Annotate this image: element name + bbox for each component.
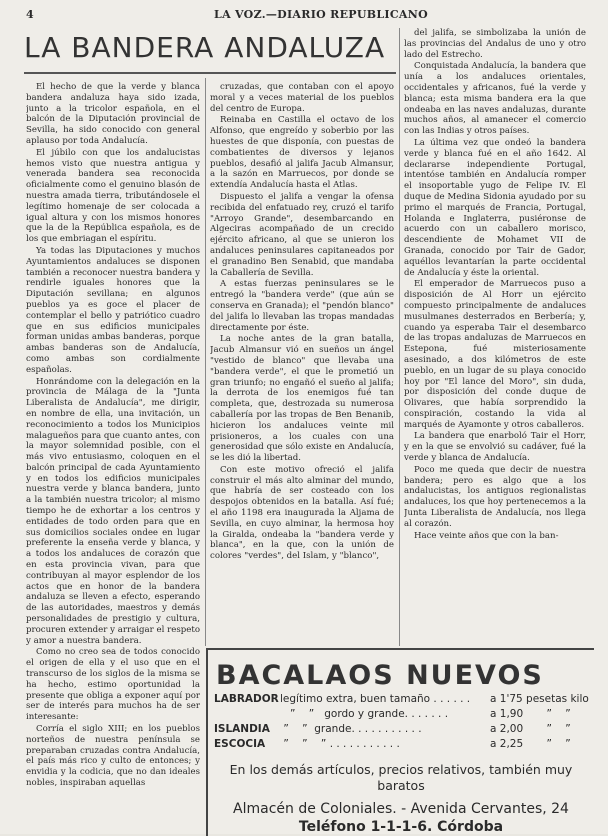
- title-rule: [24, 72, 396, 74]
- product-name: LABRADOR: [214, 693, 279, 705]
- article-column-2: [210, 82, 394, 646]
- masthead: LA VOZ.—DIARIO REPUBLICANO: [214, 7, 428, 21]
- paragraph: La bandera que enarboló Tair el Horr, y en la que se envolvió su cadáver, fué la verde y blanca de Andalucía.: [404, 431, 586, 464]
- product-price: a 2,25 ” ”: [490, 738, 571, 750]
- paragraph: A estas fuerzas peninsulares se le entregó la "bandera verde" (que aún se conserva en Granada); el "pendón blanco" del jalifa lo llevaban las tropas mandadas directamente por éste.: [210, 279, 394, 333]
- product-name: [214, 707, 280, 722]
- product-desc: legítimo extra, buen tamaño . . . . . .: [280, 693, 471, 705]
- product-name: ISLANDIA: [214, 723, 270, 735]
- paragraph: Como no creo sea de todos conocido el origen de ella y el uso que en el transcurso de los siglos de la misma se ha hecho, estimo oportunidad la presente que obliga a exponer aquí por ser de interés para muchos ha de ser interesante:: [26, 647, 200, 723]
- product-desc: ” ” grande. . . . . . . . . . .: [280, 723, 422, 735]
- paragraph: cruzadas, que contaban con el apoyo moral y a veces material de los pueblos del centro de Europa.: [210, 82, 394, 114]
- ad-title: BACALAOS NUEVOS: [216, 660, 544, 691]
- paragraph: Con este motivo ofreció el jalifa construir el más alto alminar del mundo, que habría de ser costeado con los despojos obtenidos en la batalla. Así fué; el año 1198 era inaugurada la Aljama de Sevilla, en cuyo alminar, la hermosa hoy la Giralda, ondeaba la "bandera verde y blanca", en la que, con la unión de colores "verdes", del Islam, y "blanco",: [210, 464, 394, 562]
- paragraph: El emperador de Marruecos puso a disposición de Al Horr un ejército compuesto principalmente de andaluces musulmanes desterrados en Berbería; y, cuando ya esperaba Tair el desembarco de las tropas andaluzas de Marruecos en Estepona, fué misteriosamente asesinado, a dos kilómetros de este pueblo, en un lugar de su playa conocido hoy por "El lance del Moro", sin duda, por disposición del conde duque de Olivares, que había sorprendido la conspiración, costando la vida al marqués de Ayamonte y otros caballeros.: [404, 279, 586, 430]
- paragraph: Ya todas las Diputaciones y muchos Ayuntamientos andaluces se disponen también a reconocer nuestra bandera y rendirle iguales honores que la Diputación sevillana; en algunos pueblos ya es goce el placer de contemplar el bello y patriótico cuadro que en sus edificios municipales forman unidas ambas banderas, porque ambas banderas son de Andalucía, como ambas son cordialmente españolas.: [26, 245, 200, 375]
- column-divider: [399, 28, 400, 646]
- paragraph: Dispuesto el jalifa a vengar la ofensa recibida del enfatuado rey, cruzó el tarifo "Arroyo Grande", desembarcando en Algeciras acompañado de un crecido ejército africano, al que se unieron los andaluces peninsulares capitaneados por el granadino Ben Senabid, que mandaba la Caballería de Sevilla.: [210, 191, 394, 278]
- paragraph: Reinaba en Castilla el octavo de los Alfonso, que engreído y soberbio por las huestes de que disponía, con puestas de combatientes de diversos y lejanos pueblos, desafió al jalifa Jacub Almansur, a la sazón en Marruecos, por donde se extendía Andalucía hasta el Atlas.: [210, 115, 394, 191]
- ad-address: Almacén de Coloniales. - Avenida Cervantes, 24: [233, 801, 569, 817]
- paragraph: La última vez que ondeó la bandera verde y blanca fué en el año 1642. Al declararse independiente Portugal, intentóse también en Andalucía romper el insoportable yugo de Felipe IV. El duque de Medina Sidonia ayudado por su primo el marqués de Francia, Portugal, Holanda e Inglaterra, pusiéronse de acuerdo con un caballero morisco, descendiente de Mohamet VII de Granada, conocido por Tair de Gador, aquéllos levantarían la parte occidental de Andalucía y éste la oriental.: [404, 137, 586, 278]
- article-column-3: [404, 28, 586, 646]
- paragraph: Honrándome con la delegación en la provincia de Málaga de la "Junta Liberalista de Andalucía", me dirigir, en nombre de ella, una invitación, un reconocimiento a todos los Municipios malagueños para que cuanto antes, con la mayor solemnidad posible, con el más vivo entusiasmo, coloquen en el balcón principal de cada Ayuntamiento y en todos los edificios municipales nuestra verde y blanca bandera, junto a la también nuestra tricolor; al mismo tiempo he de exhortar a los centros y entidades de todo orden para que en sus domicilios sociales ondee en lugar preferente la enseña verde y blanca, y a todos los andaluces de corazón que en esta provincia vivan, para que contribuyan al mayor esplendor de los actos que en honor de la bandera andaluza se lleven a efecto, esperando de las autoridades, maestros y demás personalidades de prestigio y cultura, procuren extender y arraigar el respeto y amor a nuestra bandera.: [26, 376, 200, 646]
- ad-footnote: En los demás artículos, precios relativos, también muy baratos: [229, 762, 573, 793]
- paragraph: Conquistada Andalucía, la bandera que unía a los andaluces orientales, occidentales y africanos, fué la verde y blanca; esta misma bandera era la que ondeaba en las naves andaluzas, durante muchos años, al amanecer el comercio con las Indias y otros países.: [404, 61, 586, 137]
- column-divider: [205, 78, 206, 646]
- price-row: [214, 692, 589, 707]
- article-column-1: [26, 82, 200, 834]
- paragraph: El hecho de que la verde y blanca bandera andaluza haya sido izada, junto a la tricolor española, en el balcón de la Diputación provincial de Sevilla, ha sido conocido con general aplauso por toda Andalucía.: [26, 82, 200, 146]
- price-row: [214, 737, 586, 752]
- product-price: a 1'75 pesetas kilo: [490, 693, 589, 705]
- paragraph: Corría el siglo XIII; en los pueblos norteños de nuestra península se preparaban cruzadas contra Andalucía, el país más rico y culto de entonces; y envidia y la codicia, que no dan ideales nobles, inspiraban aquellas: [26, 724, 200, 788]
- article-title: LA BANDERA ANDALUZA: [24, 31, 386, 64]
- price-row: [214, 722, 586, 737]
- price-row: [214, 707, 586, 722]
- product-desc: ” ” gordo y grande. . . . . . .: [280, 708, 449, 720]
- paragraph: Hace veinte años que con la ban-: [414, 530, 559, 541]
- page-header: [26, 6, 586, 22]
- product-price: a 1,90 ” ”: [490, 708, 571, 720]
- paragraph: La noche antes de la gran batalla, Jacub Almansur vió en sueños un ángel "vestido de blanco" que llevaba una "bandera verde", el que le prometió un gran triunfo; no engañó el sueño al jalifa; la derrota de los enemigos fué tan completa, que, destrozada su numerosa caballería por las tropas de Ben Benanib, hicieron los andaluces veinte mil prisioneros, a los cuales con una generosidad que sólo existe en Andalucía, se les dió la libertad.: [210, 334, 394, 464]
- paragraph: El júbilo con que los andalucistas hemos visto que nuestra antigua y venerada bandera sea reconocida oficialmente como el genuino blasón de nuestra amada tierra, tributándosele el legítimo homenaje de ser colocada a igual altura y con los mismos honores que la de la República española, es de los que embriagan el espíritu.: [26, 147, 200, 245]
- paragraph: del jalifa, se simbolizaba la unión de las provincias del Andalus de uno y otro lado del Estrecho.: [404, 28, 586, 60]
- product-name: ESCOCIA: [214, 738, 266, 750]
- product-desc: ” ” ” . . . . . . . . . . .: [280, 738, 400, 750]
- product-price: a 2,00 ” ”: [490, 723, 571, 735]
- page-number: 4: [26, 7, 34, 21]
- advertisement: [206, 648, 594, 836]
- ad-phone: Teléfono 1-1-1-6. Córdoba: [298, 819, 504, 835]
- paragraph: Poco me queda que decir de nuestra bandera; pero es algo que a los andalucistas, los antiguos regionalistas andaluces, los que hoy pertenecemos a la Junta Liberalista de Andalucía, nos llega al corazón.: [404, 464, 586, 529]
